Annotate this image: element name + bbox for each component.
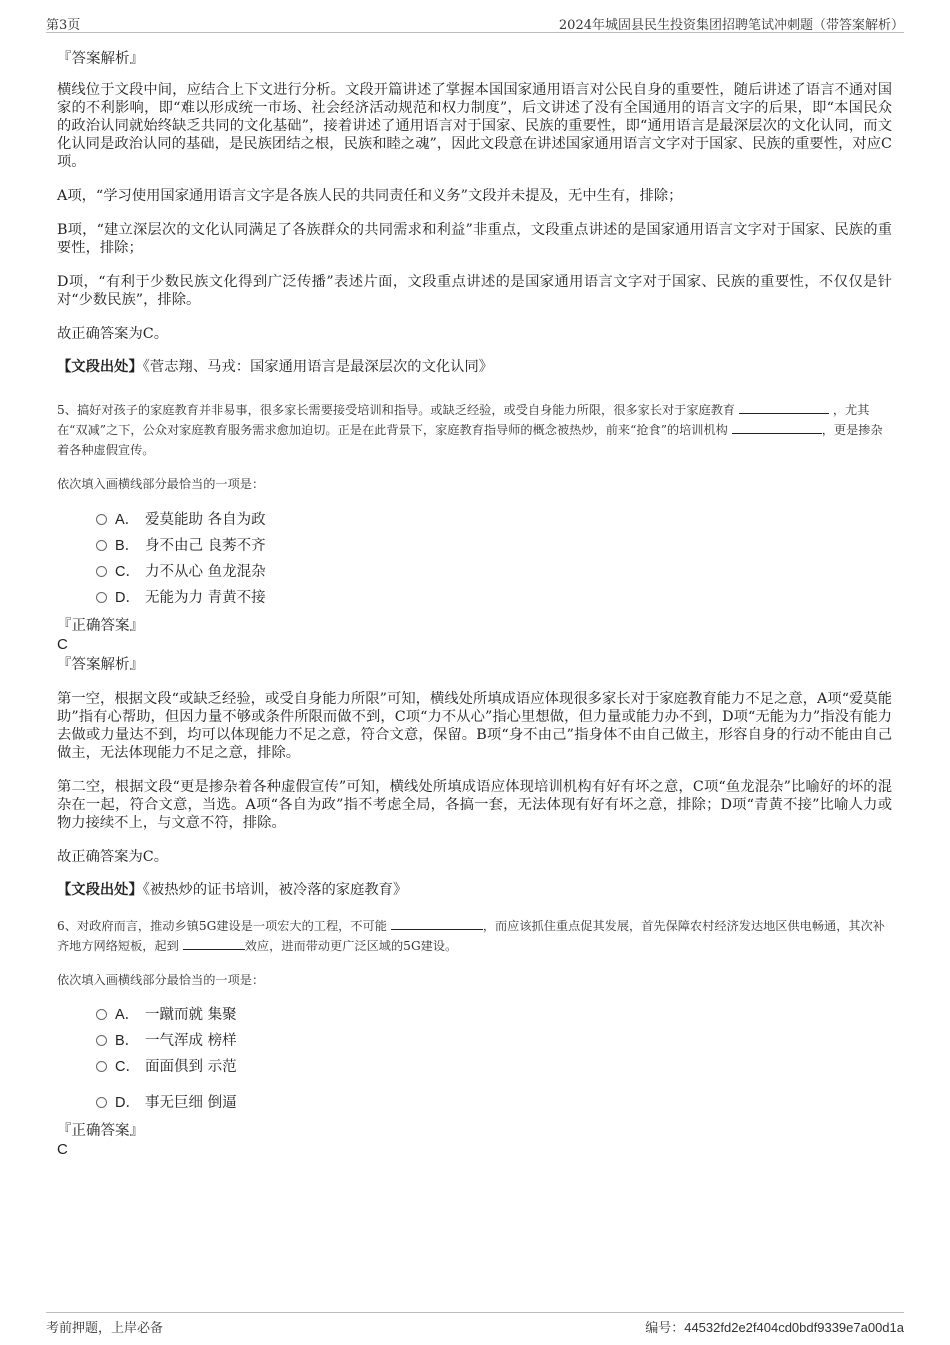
q6-answer-label: 『正确答案』 — [57, 1123, 144, 1139]
q5-option-b[interactable]: B． 身不由己 良莠不齐 — [96, 536, 266, 556]
q5-source-label: 【文段出处】 — [57, 882, 143, 898]
q6-answer: C — [57, 1141, 68, 1158]
q5-option-d[interactable]: D． 无能为力 青黄不接 — [96, 588, 266, 608]
q5-stem — [57, 400, 892, 460]
radio-icon[interactable] — [96, 514, 107, 525]
q4-source-label: 【文段出处】 — [57, 359, 143, 375]
q4-analysis-paragraph-2: A项，“学习使用国家通用语言文字是各族人民的共同责任和义务”文段并未提及，无中生有，排除； — [57, 188, 683, 204]
q6-blank-2 — [183, 937, 245, 950]
q5-conclusion: 故正确答案为C。 — [57, 849, 169, 865]
q6-stem-part-1: 6、对政府而言，推动乡镇5G建设是一项宏大的工程，不可能 — [57, 919, 387, 933]
page-number: 第3页 — [46, 18, 81, 33]
q5-option-c[interactable]: C． 力不从心 鱼龙混杂 — [96, 562, 266, 582]
page-header — [46, 14, 904, 33]
q6-blank-1 — [391, 917, 483, 930]
q5-source-title: 《被热炒的证书培训，被冷落的家庭教育》 — [142, 882, 408, 898]
q5-analysis-label: 『答案解析』 — [57, 657, 144, 673]
q4-analysis-label: 『答案解析』 — [57, 51, 144, 67]
q5-answer: C — [57, 636, 68, 653]
q6-stem — [57, 916, 892, 956]
q5-stem-part-1: 5、搞好对孩子的家庭教育并非易事，很多家长需要接受培训和指导。或缺乏经验，或受自身能力所限，很多家长对于家庭教育 — [57, 403, 736, 417]
q5-analysis-paragraph-2: 第二空，根据文段“更是掺杂着各种虚假宣传”可知，横线处所填成语应体现培训机构有好有坏之意，C项“鱼龙混杂”比喻好的坏的混杂在一起，符合文意，当选。A项“各自为政”指不考虑全局，各搞一套，无法体现有好有坏之意，排除；D项“青黄不接”比喻人力或物力接续不上，与文意不符，排除。 — [57, 779, 892, 831]
q4-conclusion: 故正确答案为C。 — [57, 326, 169, 342]
q4-source — [57, 358, 892, 376]
q6-option-c[interactable]: C． 面面俱到 示范 — [96, 1057, 237, 1077]
q5-option-a[interactable]: A． 爱莫能助 各自为政 — [96, 510, 266, 530]
footer-slogan: 考前押题，上岸必备 — [46, 1321, 164, 1336]
q6-option-a[interactable]: A． 一蹴而就 集聚 — [96, 1005, 237, 1025]
radio-icon[interactable] — [96, 566, 107, 577]
q5-blank-1 — [739, 401, 829, 414]
q4-analysis-paragraph-4: D项，“有利于少数民族文化得到广泛传播”表述片面，文段重点讲述的是国家通用语言文字对于国家、民族的重要性，不仅仅是针对“少数民族”，排除。 — [57, 274, 892, 308]
q4-source-title: 《菅志翔、马戎：国家通用语言是最深层次的文化认同》 — [142, 359, 494, 375]
radio-icon[interactable] — [96, 1061, 107, 1072]
radio-icon[interactable] — [96, 540, 107, 551]
radio-icon[interactable] — [96, 1035, 107, 1046]
q4-analysis-paragraph-3: B项，“建立深层次的文化认同满足了各族群众的共同需求和利益”非重点，文段重点讲述的是国家通用语言文字对于国家、民族的重要性，排除； — [57, 222, 892, 256]
q5-answer-label: 『正确答案』 — [57, 618, 144, 634]
radio-icon[interactable] — [96, 1097, 107, 1108]
q5-source — [57, 881, 892, 899]
radio-icon[interactable] — [96, 592, 107, 603]
q5-blank-2 — [732, 421, 822, 434]
document-title: 2024年城固县民生投资集团招聘笔试冲刺题（带答案解析） — [558, 18, 904, 33]
q5-stem-part-2: ，尤其在“双减”之下，公众对家庭教育服务需求愈加迫切。正是在此背景下，家庭教育指导师的概念被热炒，前来“抢食”的培训机构 — [57, 403, 870, 437]
q6-prompt: 依次填入画横线部分最恰当的一项是： — [57, 973, 265, 987]
radio-icon[interactable] — [96, 1009, 107, 1020]
q6-option-b[interactable]: B． 一气浑成 榜样 — [96, 1031, 237, 1051]
q6-stem-part-3: 效应，进而带动更广泛区域的5G建设。 — [244, 939, 458, 953]
document-code — [645, 1317, 904, 1336]
page-footer — [46, 1312, 904, 1337]
q4-analysis-paragraph-1: 横线位于文段中间，应结合上下文进行分析。文段开篇讲述了掌握本国国家通用语言对公民自身的重要性，随后讲述了语言不通对国家的不利影响，即“难以形成统一市场、社会经济活动规范和权力制度”，后文讲述了没有全国通用的语言文字的后果，即“本国民众的政治认同就始终缺乏共同的文化基础”，接着讲述了通用语言对于国家、民族的重要性，即“通用语言是最深层次的文化认同，而文化认同是政治认同的基础，是民族团结之根，民族和睦之魂”，因此文段意在讲述国家通用语言文字对于国家、民族的重要性，对应C项。 — [57, 82, 892, 170]
q6-stem-part-2: ，而应该抓住重点促其发展，首先保障农村经济发达地区供电畅通，其次补齐地方网络短板，起到 — [57, 919, 885, 953]
q5-prompt: 依次填入画横线部分最恰当的一项是： — [57, 477, 265, 491]
document-code-value: 44532fd2e2f404cd0bdf9339e7a00d1a — [684, 1320, 904, 1335]
document-code-label: 编号： — [645, 1320, 685, 1335]
q5-analysis-paragraph-1: 第一空，根据文段“或缺乏经验，或受自身能力所限”可知，横线处所填成语应体现很多家长对于家庭教育能力不足之意，A项“爱莫能助”指有心帮助，但因力量不够或条件所限而做不到，C项“力不从心”指心里想做，但力量或能力办不到，D项“无能为力”指没有能力去做或力量达不到，均可以体现能力不足之意，符合文意，保留。B项“身不由己”指身体不由自己做主，形容自身的行动不能由自己做主，无法体现能力不足之意，排除。 — [57, 691, 892, 761]
q6-option-d[interactable]: D． 事无巨细 倒逼 — [96, 1093, 237, 1113]
q5-stem-part-3: ，更是掺杂着各种虚假宣传。 — [57, 423, 883, 457]
